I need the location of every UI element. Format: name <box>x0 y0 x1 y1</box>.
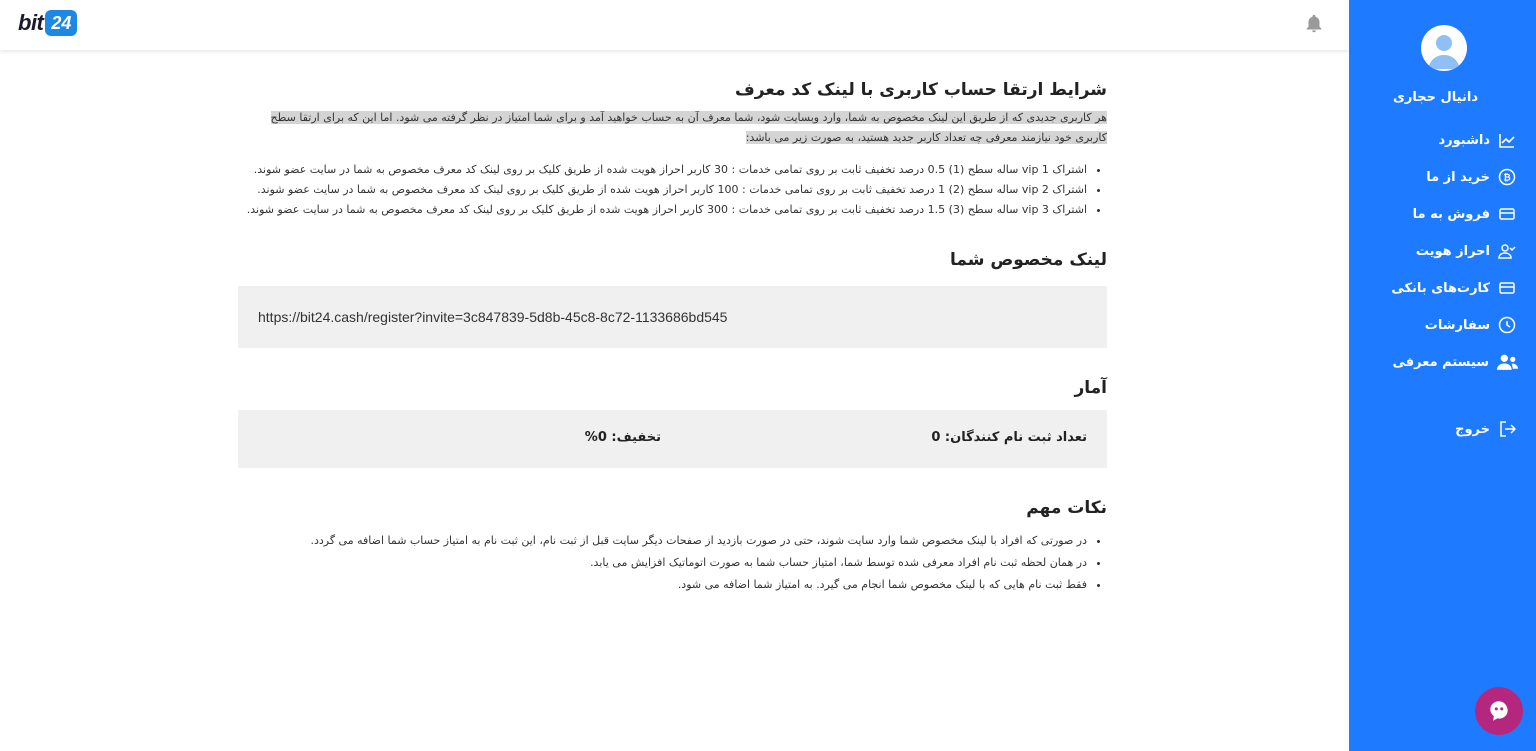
sidebar-item-buy[interactable] <box>1426 168 1516 186</box>
avatar[interactable] <box>1421 25 1467 71</box>
conditions-intro <box>238 108 1107 148</box>
sidebar-item-verification[interactable] <box>1416 242 1516 260</box>
sidebar-item-logout[interactable] <box>1455 420 1516 438</box>
sidebar-item-label: داشبورد <box>1438 132 1490 148</box>
list-item: • اشتراک vip 1 ساله سطح (1) 0.5 درصد تخفیف ثابت بر روی تمامی خدمات : 30 کاربر احراز هویت شده از طریق کلیک بر روی لینک کد معرف مخصوص به شما در سایت عضو شوند. <box>238 160 1087 180</box>
username: دانیال حجاری <box>1392 90 1478 105</box>
chart-icon <box>1498 131 1516 149</box>
users-icon <box>1497 353 1518 372</box>
list-item: • اشتراک vip 2 ساله سطح (2) 1 درصد تخفیف ثابت بر روی تمامی خدمات : 100 کاربر احراز هویت شده از طریق کلیک بر روی لینک کد معرف مخصوص به شما در سایت عضو شوند. <box>238 180 1087 200</box>
sidebar-item-label: فروش به ما <box>1412 206 1490 222</box>
logo-text: bit <box>18 10 44 35</box>
conditions-title: شرایط ارتقا حساب کاربری با لینک کد معرف <box>735 80 1107 100</box>
main-content <box>238 80 1107 596</box>
svg-text:₿: ₿ <box>1503 173 1511 184</box>
sidebar-item-referral[interactable] <box>1393 353 1518 372</box>
list-item: • در صورتی که افراد با لینک مخصوص شما وارد سایت شوند، حتی در صورت بازدید از صفحات دیگر سایت قبل از ثبت نام، این ثبت نام به امتیاز حساب شما اضافه می گردد. <box>238 530 1087 552</box>
card-icon <box>1498 279 1516 297</box>
list-item: • اشتراک vip 3 ساله سطح (3) 1.5 درصد تخفیف ثابت بر روی تمامی خدمات : 300 کاربر احراز هویت شده از طریق کلیک بر روی لینک کد معرف مخصوص به شما در سایت عضو شوند. <box>238 200 1087 220</box>
card-icon <box>1498 205 1516 223</box>
sidebar-item-label: خرید از ما <box>1426 169 1490 185</box>
list-item: • در همان لحظه ثبت نام افراد معرفی شده توسط شما، امتیاز حساب شما به صورت اتوماتیک افزایش می یابد. <box>238 552 1087 574</box>
user-check-icon <box>1498 242 1516 260</box>
sidebar-item-orders[interactable] <box>1425 316 1516 334</box>
logout-icon <box>1498 420 1516 438</box>
sidebar-item-label: احراز هویت <box>1415 243 1490 259</box>
sidebar-item-label: سیستم معرفی <box>1392 355 1489 370</box>
bell-icon[interactable] <box>1303 12 1325 36</box>
top-bar <box>0 0 1349 50</box>
sidebar-item-dashboard[interactable] <box>1438 131 1516 149</box>
sidebar-item-label: سفارشات <box>1424 317 1490 333</box>
chat-icon <box>1486 698 1512 724</box>
link-title: لینک مخصوص شما <box>949 250 1107 270</box>
referral-link[interactable]: https://bit24.cash/register?invite=3c847839-5d8b-45c8-8c72-1133686bd545 <box>258 309 728 325</box>
discount-value: تخفیف: 0% <box>584 430 661 445</box>
sidebar-item-label: کارت‌های بانکی <box>1391 280 1490 296</box>
sidebar-item-bank-cards[interactable] <box>1391 279 1516 297</box>
stats-box <box>238 410 1107 468</box>
sidebar-item-sell[interactable] <box>1413 205 1516 223</box>
sidebar-item-label: خروج <box>1455 421 1490 437</box>
sidebar <box>1349 0 1536 751</box>
logo-number: 24 <box>45 10 77 36</box>
notes-title: نکات مهم <box>1026 498 1107 518</box>
notes-list <box>238 530 1107 596</box>
list-item: • فقط ثبت نام هایی که با لینک مخصوص شما انجام می گیرد. به امتیاز شما اضافه می شود. <box>238 574 1087 596</box>
bitcoin-icon <box>1498 168 1516 186</box>
registered-count: تعداد ثبت نام کنندگان: 0 <box>931 430 1087 445</box>
conditions-intro-text: هر کاربری جدیدی که از طریق این لینک مخصوص به شما، وارد وبسایت شود، شما معرف آن به حساب خواهید آمد و برای شما امتیاز در نظر گرفته می شود. اما این که برای ارتقا سطح کاربری خود نیازمند معرفی چه تعداد کاربر جدید هستید، به صورت زیر می باشد: <box>270 111 1107 144</box>
stats-title: آمار <box>1074 378 1107 398</box>
conditions-list <box>238 160 1107 220</box>
user-avatar-icon <box>1421 25 1467 71</box>
chat-widget-button[interactable] <box>1475 687 1523 735</box>
referral-link-box[interactable] <box>238 286 1107 348</box>
clock-icon <box>1498 316 1516 334</box>
logo[interactable] <box>18 10 77 36</box>
